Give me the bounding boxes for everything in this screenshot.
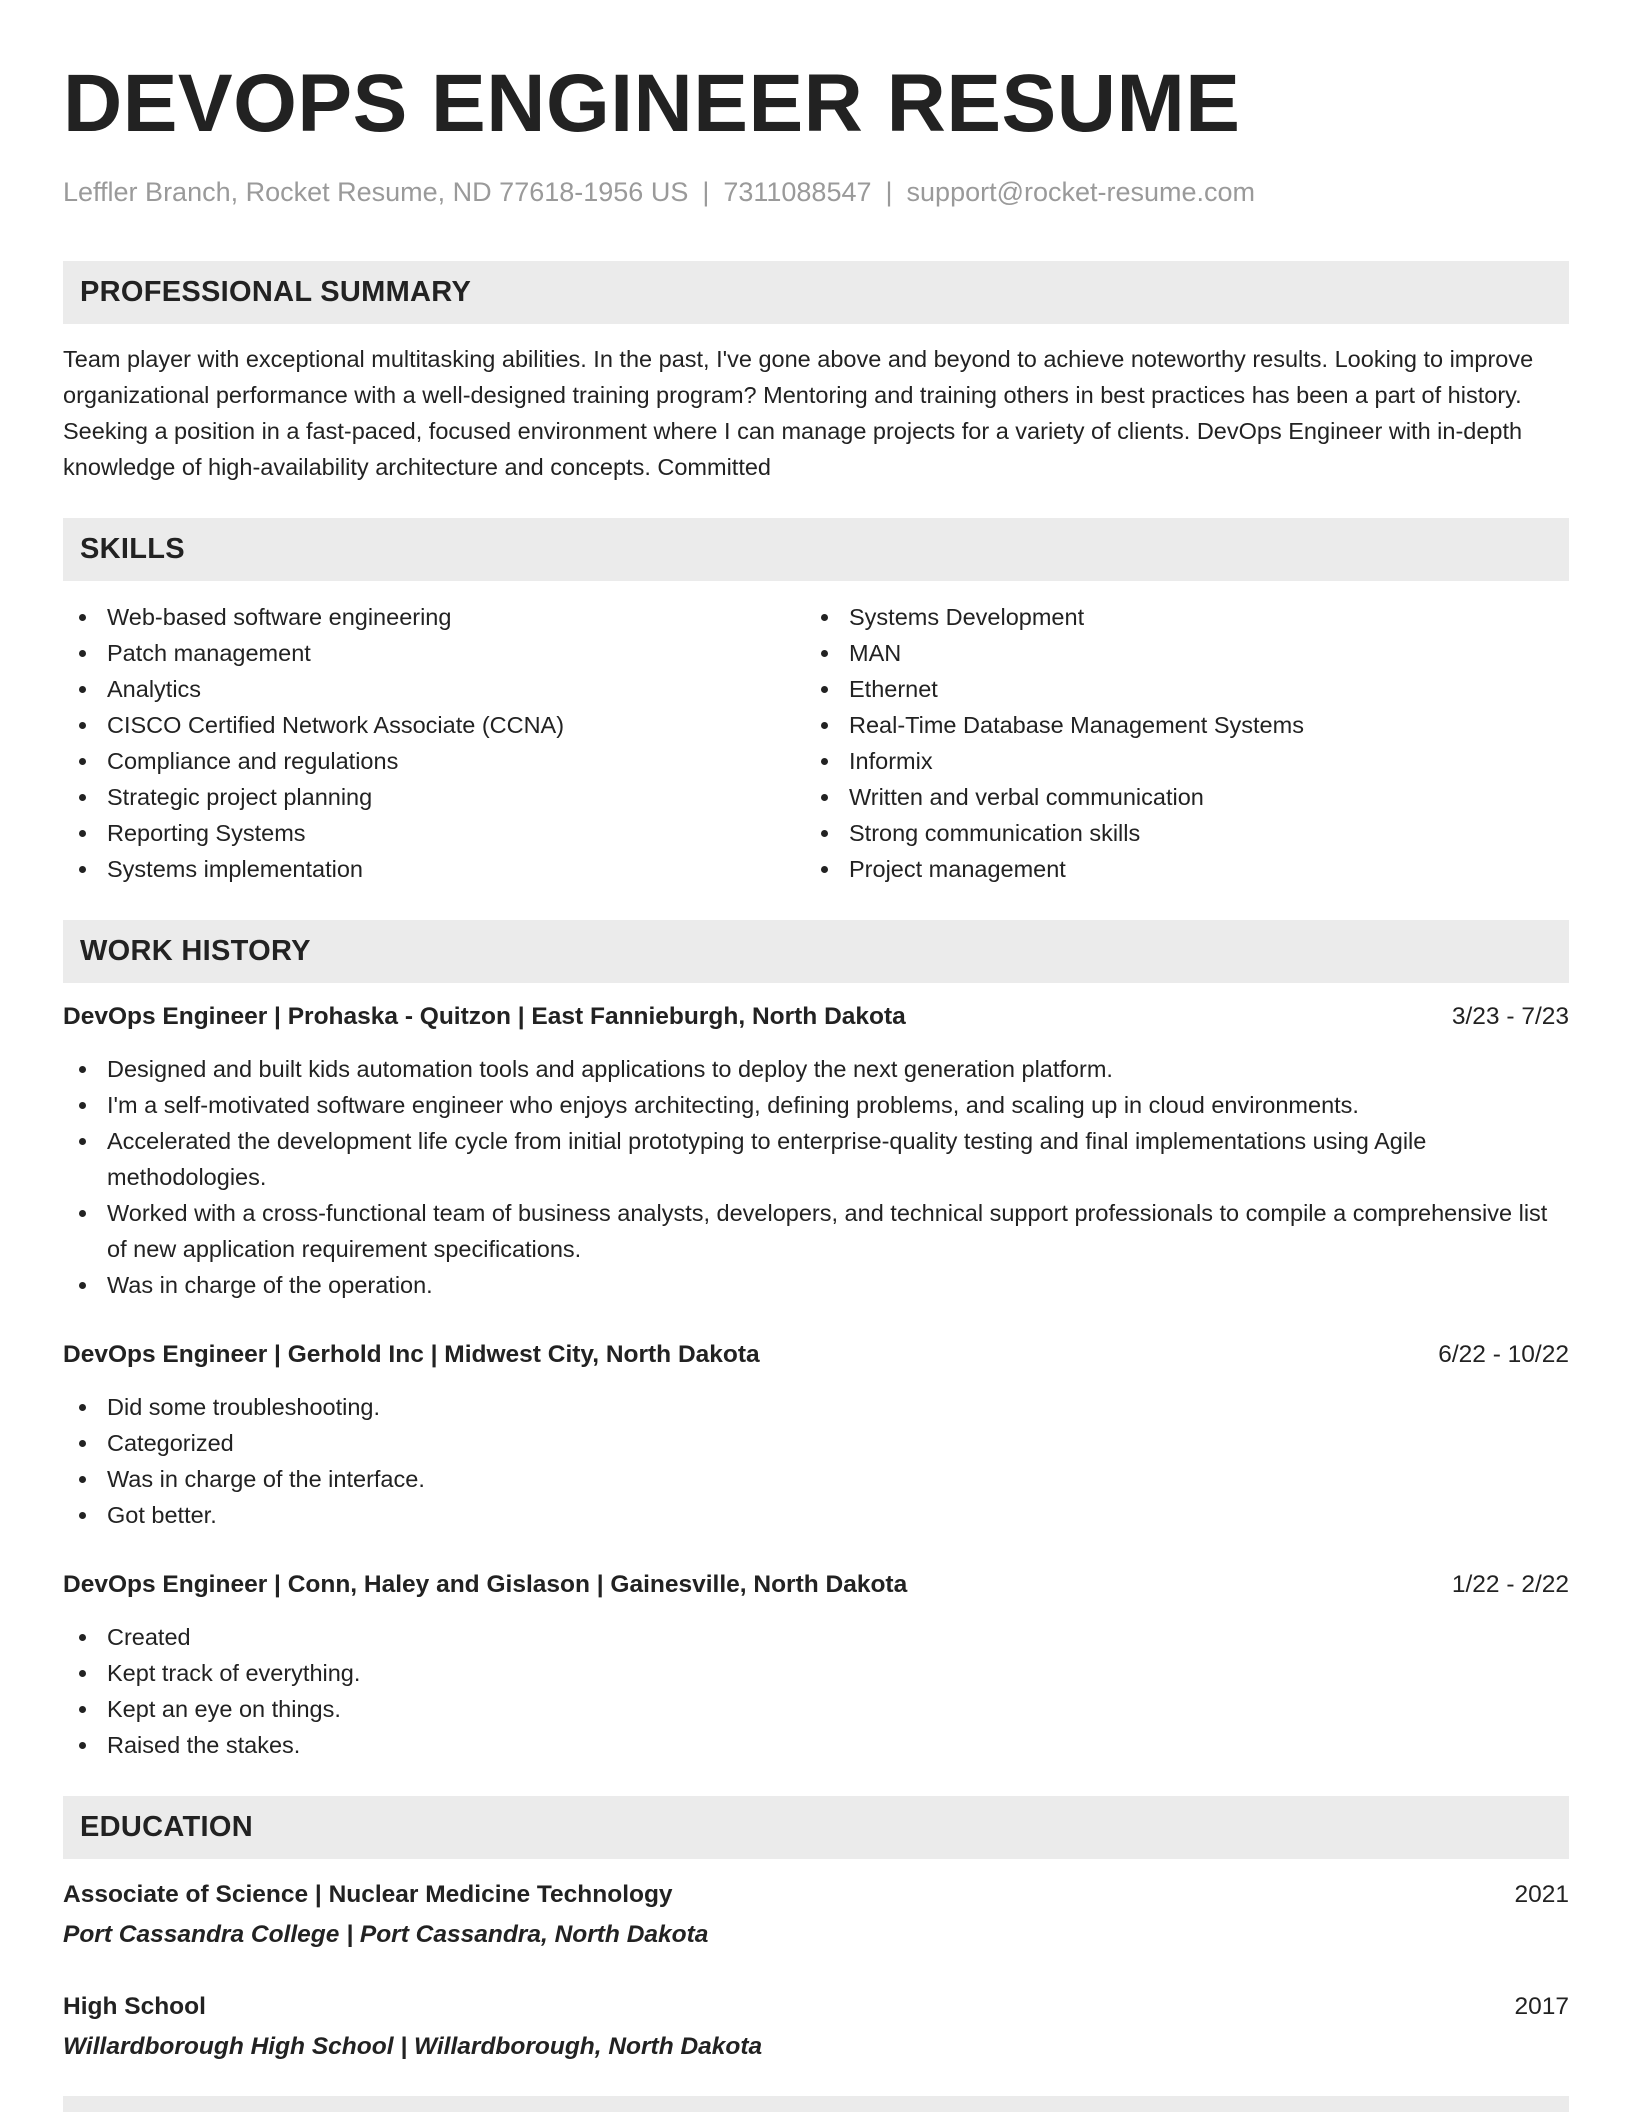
- job-entry: [63, 1567, 1569, 1763]
- education-school: Willardborough High School | Willardborough, North Dakota: [63, 2033, 763, 2060]
- resume-title: DEVOPS ENGINEER RESUME: [63, 58, 1241, 149]
- job-heading: DevOps Engineer | Prohaska - Quitzon | East Fannieburgh, North Dakota: [63, 1003, 906, 1030]
- job-bullet: Kept an eye on things.: [63, 1691, 1569, 1727]
- job-bullet: Designed and built kids automation tools and applications to deploy the next generation platform.: [63, 1051, 1569, 1087]
- skill-item: Patch management: [63, 635, 805, 671]
- contact-email: support@rocket-resume.com: [906, 177, 1256, 207]
- job-bullets: [63, 1051, 1569, 1303]
- job-bullet: Accelerated the development life cycle from initial prototyping to enterprise-quality testing and final implementations using Agile methodologies.: [63, 1123, 1569, 1195]
- summary-section-header: PROFESSIONAL SUMMARY: [63, 261, 1569, 324]
- skills-section-header: SKILLS: [63, 518, 1569, 581]
- education-header: [63, 1877, 1569, 1913]
- education-degree: High School: [63, 1993, 206, 2020]
- job-entry: [63, 1337, 1569, 1533]
- skill-item: Systems implementation: [63, 851, 805, 887]
- skill-item: Written and verbal communication: [805, 779, 1547, 815]
- job-dates: 1/22 - 2/22: [1451, 1571, 1569, 1598]
- job-dates: 6/22 - 10/22: [1438, 1341, 1569, 1368]
- contact-address: Leffler Branch, Rocket Resume, ND 77618-1956 US: [63, 177, 689, 207]
- education-section-header: EDUCATION: [63, 1796, 1569, 1859]
- job-bullet: Worked with a cross-functional team of business analysts, developers, and technical support professionals to compile a comprehensive list of new application requirement specifications.: [63, 1195, 1569, 1267]
- skill-item: Analytics: [63, 671, 805, 707]
- job-bullet: Was in charge of the operation.: [63, 1267, 1569, 1303]
- contact-line: [63, 174, 1569, 210]
- skill-item: MAN: [805, 635, 1547, 671]
- education-entry: [63, 1989, 1569, 2065]
- contact-separator: |: [885, 177, 893, 207]
- skill-item: Compliance and regulations: [63, 743, 805, 779]
- summary-text: Team player with exceptional multitasking abilities. In the past, I've gone above and beyond to achieve noteworthy results. Looking to improve organizational performance with a well-designed training program? Mentoring and training others in best practices has been a part of history. Seeking a position in a fast-paced, focused environment where I can manage projects for a variety of clients. DevOps Engineer with in-depth knowledge of high-availability architecture and concepts. Committed: [63, 346, 1534, 480]
- skill-item: Strategic project planning: [63, 779, 805, 815]
- job-bullets: [63, 1619, 1569, 1763]
- education-year: 2017: [1514, 1993, 1569, 2020]
- next-section-header-edge: [63, 2096, 1569, 2112]
- job-bullet: I'm a self-motivated software engineer who enjoys architecting, defining problems, and scaling up in cloud environments.: [63, 1087, 1569, 1123]
- education-header: [63, 1989, 1569, 2025]
- job-bullets: [63, 1389, 1569, 1533]
- work-history-section-header: WORK HISTORY: [63, 920, 1569, 983]
- skill-item: CISCO Certified Network Associate (CCNA): [63, 707, 805, 743]
- contact-separator: |: [702, 177, 710, 207]
- job-heading: DevOps Engineer | Conn, Haley and Gislason | Gainesville, North Dakota: [63, 1571, 908, 1598]
- education-entry: [63, 1877, 1569, 1953]
- job-bullet: Got better.: [63, 1497, 1569, 1533]
- job-header: [63, 1567, 1569, 1603]
- job-bullet: Created: [63, 1619, 1569, 1655]
- skills-list: [63, 599, 1569, 887]
- job-header: [63, 1337, 1569, 1373]
- skill-item: Reporting Systems: [63, 815, 805, 851]
- job-bullet: Kept track of everything.: [63, 1655, 1569, 1691]
- skill-item: Systems Development: [805, 599, 1547, 635]
- contact-phone: 7311088547: [723, 177, 872, 207]
- skill-item: Web-based software engineering: [63, 599, 805, 635]
- job-bullet: Was in charge of the interface.: [63, 1461, 1569, 1497]
- job-dates: 3/23 - 7/23: [1451, 1003, 1569, 1030]
- education-year: 2021: [1514, 1881, 1569, 1908]
- job-header: [63, 999, 1569, 1035]
- skill-item: Project management: [805, 851, 1547, 887]
- skill-item: Real-Time Database Management Systems: [805, 707, 1547, 743]
- job-bullet: Categorized: [63, 1425, 1569, 1461]
- job-bullet: Raised the stakes.: [63, 1727, 1569, 1763]
- skill-item: Informix: [805, 743, 1547, 779]
- skill-item: Ethernet: [805, 671, 1547, 707]
- skills-column-right: [805, 599, 1547, 887]
- job-entry: [63, 999, 1569, 1303]
- education-school: Port Cassandra College | Port Cassandra, North Dakota: [63, 1921, 709, 1948]
- education-degree: Associate of Science | Nuclear Medicine Technology: [63, 1881, 673, 1908]
- skill-item: Strong communication skills: [805, 815, 1547, 851]
- job-heading: DevOps Engineer | Gerhold Inc | Midwest City, North Dakota: [63, 1341, 760, 1368]
- job-bullet: Did some troubleshooting.: [63, 1389, 1569, 1425]
- skills-column-left: [63, 599, 805, 887]
